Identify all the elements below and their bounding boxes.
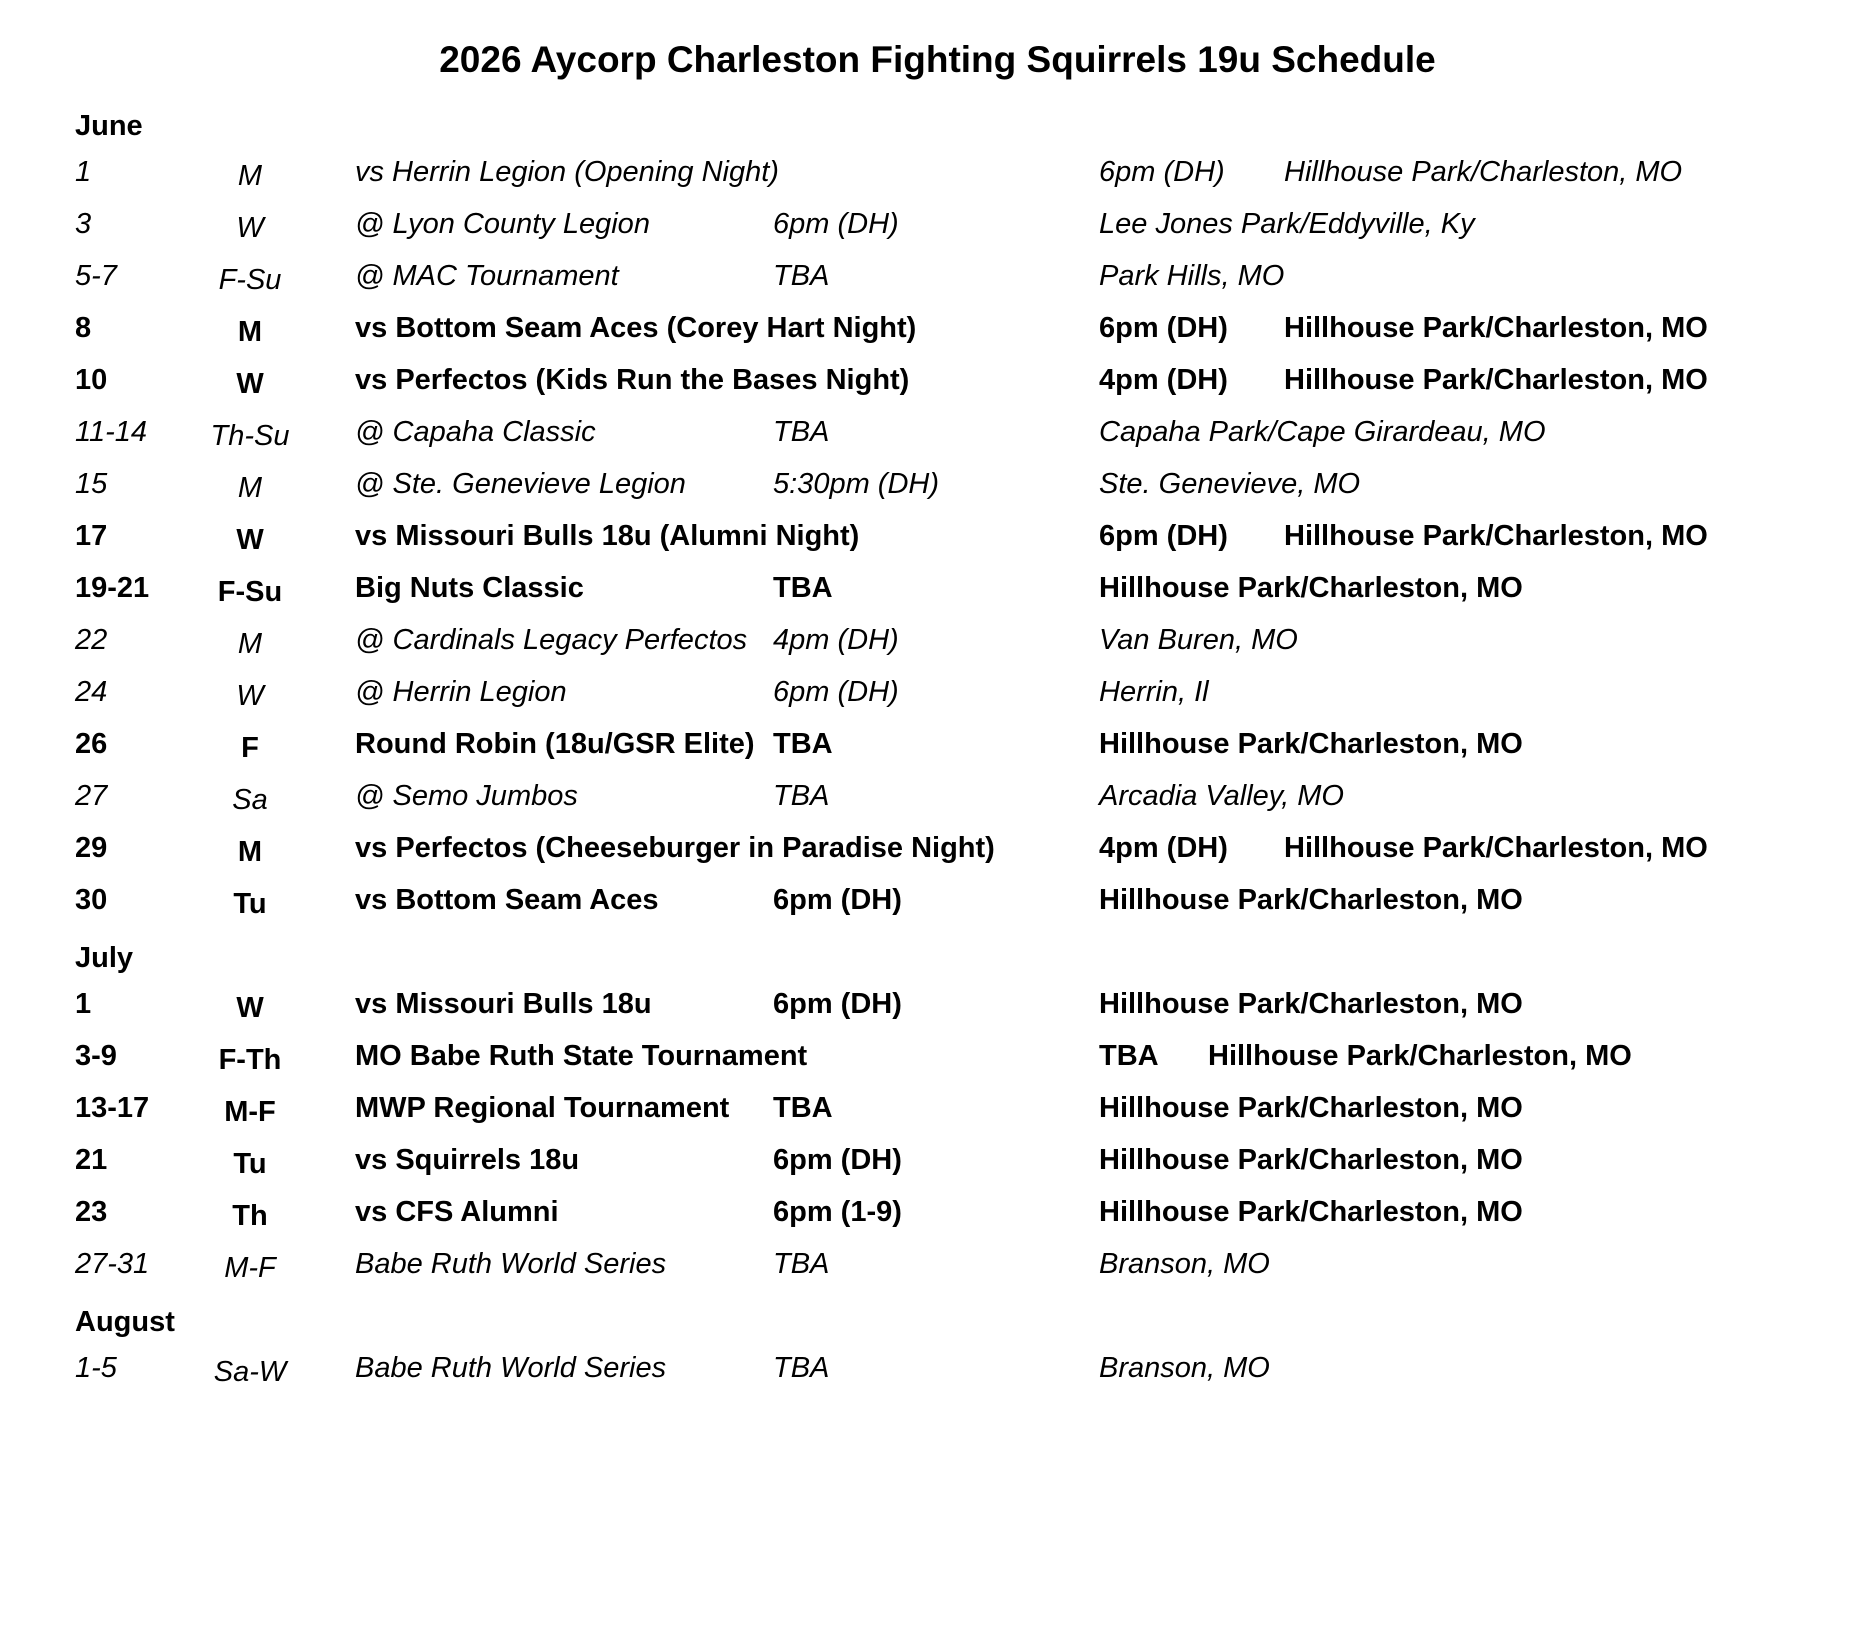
schedule-row (0, 462, 1875, 514)
game-date: 27 (75, 780, 108, 812)
game-event: Babe Ruth World Series (355, 1352, 667, 1384)
month-header-august (0, 1304, 1875, 1346)
schedule (0, 108, 1875, 1398)
game-time: 4pm (DH) (1099, 832, 1228, 864)
game-location: Hillhouse Park/Charleston, MO (1099, 572, 1523, 604)
game-day-label: W (236, 368, 264, 400)
game-time: 4pm (DH) (1099, 364, 1228, 396)
game-date: 8 (75, 312, 92, 344)
schedule-row (0, 722, 1875, 774)
schedule-row (0, 1034, 1875, 1086)
game-location: Hillhouse Park/Charleston, MO (1099, 1144, 1523, 1176)
game-day-label: F-Su (218, 264, 282, 296)
game-date: 17 (75, 520, 108, 552)
game-event: @ Cardinals Legacy Perfectos (355, 624, 748, 656)
game-location: Branson, MO (1099, 1248, 1270, 1280)
schedule-row (0, 826, 1875, 878)
month-spacer (0, 1294, 1875, 1304)
month-header-june (0, 108, 1875, 150)
game-location: Hillhouse Park/Charleston, MO (1284, 312, 1708, 344)
schedule-row (0, 1086, 1875, 1138)
game-time: TBA (773, 1248, 830, 1280)
game-day-label: W (236, 992, 264, 1024)
page-title: 2026 Aycorp Charleston Fighting Squirrels 19u Schedule (439, 39, 1436, 80)
game-location: Hillhouse Park/Charleston, MO (1099, 1196, 1523, 1228)
game-time: TBA (773, 416, 830, 448)
game-time: 6pm (DH) (773, 1144, 902, 1176)
game-time: 6pm (DH) (773, 208, 899, 240)
game-date: 29 (75, 832, 108, 864)
game-location: Van Buren, MO (1099, 624, 1298, 656)
game-event: vs Missouri Bulls 18u (Alumni Night) (355, 520, 860, 552)
game-time: 4pm (DH) (773, 624, 899, 656)
game-day-label: M (237, 628, 263, 660)
game-time: 6pm (DH) (773, 884, 902, 916)
game-event: Big Nuts Classic (355, 572, 584, 604)
game-day-label: Sa (232, 784, 268, 816)
game-location: Hillhouse Park/Charleston, MO (1284, 832, 1708, 864)
game-day-label: F-Su (217, 576, 283, 608)
game-time: 6pm (DH) (1099, 520, 1228, 552)
game-day-label: M (237, 160, 263, 192)
game-time: 5:30pm (DH) (773, 468, 939, 500)
game-day-label: M-F (224, 1096, 276, 1128)
game-location: Hillhouse Park/Charleston, MO (1208, 1040, 1632, 1072)
schedule-row (0, 982, 1875, 1034)
game-location: Branson, MO (1099, 1352, 1270, 1384)
month-heading: August (75, 1306, 175, 1338)
game-time: 6pm (1-9) (773, 1196, 902, 1228)
game-day-label: W (236, 212, 264, 244)
game-event: @ MAC Tournament (355, 260, 619, 292)
schedule-row (0, 358, 1875, 410)
game-day-label: M-F (224, 1252, 276, 1284)
game-event: vs Bottom Seam Aces (Corey Hart Night) (355, 312, 917, 344)
game-location: Hillhouse Park/Charleston, MO (1099, 728, 1523, 760)
game-date: 1 (75, 156, 92, 188)
game-time: 6pm (DH) (1099, 312, 1228, 344)
game-time: 6pm (DH) (773, 988, 902, 1020)
game-event: Babe Ruth World Series (355, 1248, 667, 1280)
game-location: Hillhouse Park/Charleston, MO (1099, 884, 1523, 916)
game-event: vs CFS Alumni (355, 1196, 559, 1228)
game-date: 13-17 (75, 1092, 150, 1124)
game-date: 11-14 (75, 416, 148, 448)
game-day-label: F (241, 732, 259, 764)
schedule-row (0, 1242, 1875, 1294)
game-location: Park Hills, MO (1099, 260, 1285, 292)
game-time: TBA (773, 1092, 833, 1124)
game-day-label: Sa-W (213, 1356, 287, 1388)
game-time: TBA (773, 1352, 830, 1384)
schedule-row (0, 1346, 1875, 1398)
game-day-label: M (237, 836, 263, 868)
game-time: 6pm (DH) (773, 676, 899, 708)
game-location: Herrin, Il (1099, 676, 1209, 708)
game-event: vs Bottom Seam Aces (355, 884, 659, 916)
schedule-row (0, 202, 1875, 254)
month-heading: July (75, 942, 134, 974)
schedule-row (0, 774, 1875, 826)
game-date: 5-7 (75, 260, 117, 292)
schedule-row (0, 410, 1875, 462)
game-event: Round Robin (18u/GSR Elite) (355, 728, 755, 760)
game-event: vs Perfectos (Cheeseburger in Paradise Night) (355, 832, 995, 864)
game-event: @ Capaha Classic (355, 416, 596, 448)
schedule-row (0, 566, 1875, 618)
schedule-row (0, 670, 1875, 722)
schedule-row (0, 618, 1875, 670)
game-location: Hillhouse Park/Charleston, MO (1099, 988, 1523, 1020)
game-location: Capaha Park/Cape Girardeau, MO (1099, 416, 1546, 448)
game-day-label: W (236, 524, 264, 556)
game-time: TBA (773, 572, 833, 604)
game-date: 15 (75, 468, 108, 500)
game-date: 1 (75, 988, 92, 1020)
game-date: 10 (75, 364, 108, 396)
game-date: 24 (75, 676, 108, 708)
game-event: vs Perfectos (Kids Run the Bases Night) (355, 364, 910, 396)
schedule-row (0, 254, 1875, 306)
game-day-label: Th (232, 1200, 268, 1232)
game-day-label: M (237, 472, 263, 504)
game-location: Hillhouse Park/Charleston, MO (1099, 1092, 1523, 1124)
game-time: TBA (773, 728, 833, 760)
game-date: 26 (75, 728, 108, 760)
game-event: vs Squirrels 18u (355, 1144, 580, 1176)
game-day-label: M (237, 316, 263, 348)
month-spacer (0, 930, 1875, 940)
game-day-label: F-Th (218, 1044, 282, 1076)
schedule-row (0, 1138, 1875, 1190)
game-event: @ Ste. Genevieve Legion (355, 468, 686, 500)
game-location: Hillhouse Park/Charleston, MO (1284, 156, 1683, 188)
game-location: Ste. Genevieve, MO (1099, 468, 1361, 500)
game-time: TBA (773, 780, 830, 812)
game-event: @ Semo Jumbos (355, 780, 578, 812)
game-date: 27-31 (75, 1248, 150, 1280)
game-event: @ Herrin Legion (355, 676, 567, 708)
game-location: Hillhouse Park/Charleston, MO (1284, 520, 1708, 552)
game-date: 19-21 (75, 572, 150, 604)
game-event: vs Herrin Legion (Opening Night) (355, 156, 779, 188)
schedule-row (0, 1190, 1875, 1242)
month-heading: June (75, 110, 143, 142)
schedule-row (0, 878, 1875, 930)
game-location: Arcadia Valley, MO (1099, 780, 1344, 812)
month-header-july (0, 940, 1875, 982)
game-date: 1-5 (75, 1352, 117, 1384)
game-day-label: Tu (233, 888, 267, 920)
game-date: 3-9 (75, 1040, 117, 1072)
game-date: 21 (75, 1144, 108, 1176)
schedule-row (0, 306, 1875, 358)
game-time: TBA (773, 260, 830, 292)
game-day-label: W (236, 680, 264, 712)
game-event: MO Babe Ruth State Tournament (355, 1040, 808, 1072)
game-event: @ Lyon County Legion (355, 208, 650, 240)
game-day-label: Tu (233, 1148, 267, 1180)
game-time: 6pm (DH) (1099, 156, 1225, 188)
schedule-row (0, 514, 1875, 566)
game-date: 22 (75, 624, 108, 656)
game-date: 30 (75, 884, 108, 916)
game-event: MWP Regional Tournament (355, 1092, 730, 1124)
game-date: 3 (75, 208, 92, 240)
game-day-label: Th-Su (210, 420, 290, 452)
game-event: vs Missouri Bulls 18u (355, 988, 652, 1020)
game-location: Hillhouse Park/Charleston, MO (1284, 364, 1708, 396)
game-location: Lee Jones Park/Eddyville, Ky (1099, 208, 1475, 240)
game-time: TBA (1099, 1040, 1159, 1072)
schedule-row (0, 150, 1875, 202)
game-date: 23 (75, 1196, 108, 1228)
